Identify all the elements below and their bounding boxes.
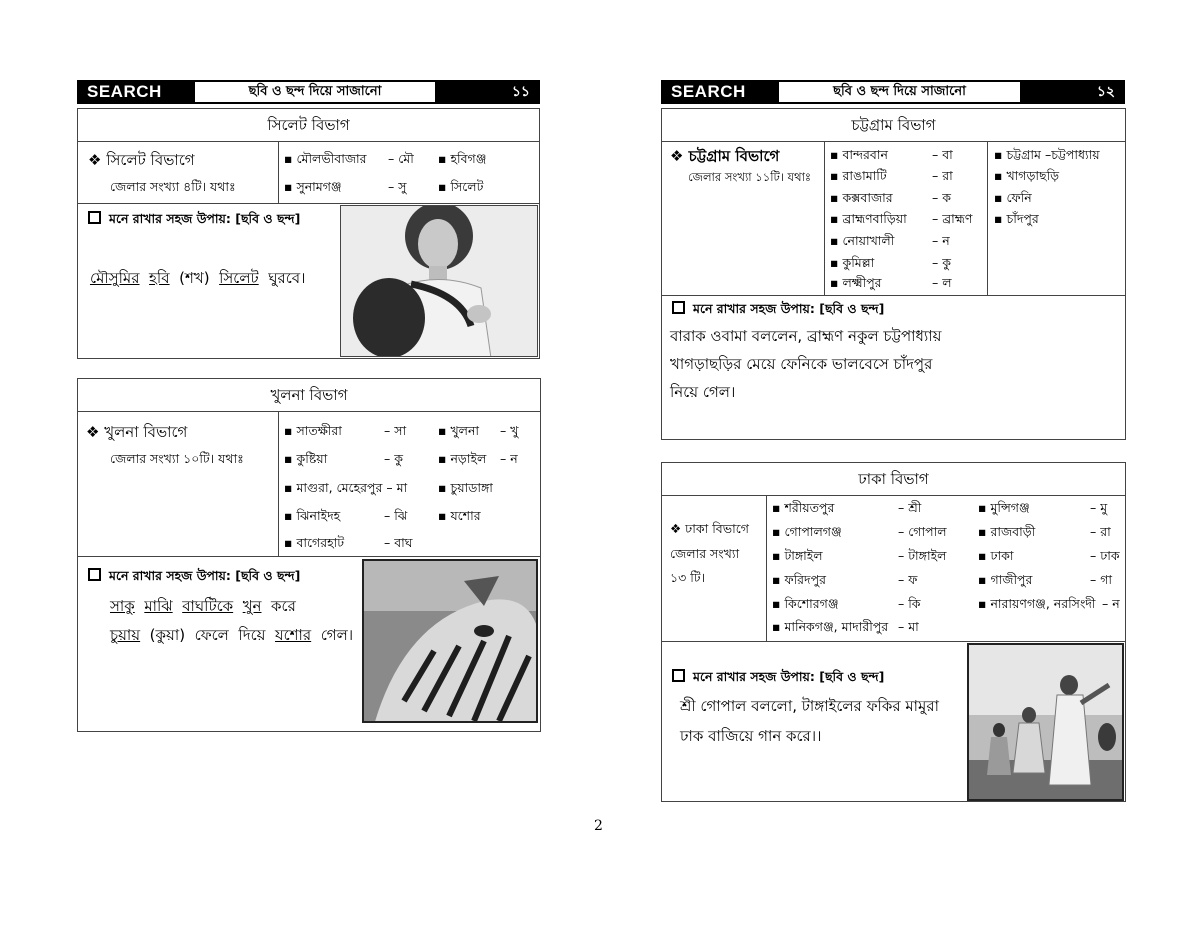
sylhet-count: জেলার সংখ্যা ৪টি। যথাঃ: [110, 179, 236, 194]
dhaka-section: [661, 462, 1126, 802]
district-code: – কু: [932, 255, 951, 270]
district-code: – ল: [932, 275, 952, 290]
district-item: ▪ বাগেরহাট: [284, 535, 345, 550]
dhaka-heading: ❖ ঢাকা বিভাগে: [670, 521, 749, 536]
checkbox-icon: [88, 568, 101, 581]
district-item: ▪ সিলেট: [438, 179, 484, 194]
district-item: ▪ রাজবাড়ী: [978, 524, 1036, 539]
tip-label: মনে রাখার সহজ উপায়: [ছবি ও ছন্দ]: [672, 301, 884, 321]
fakir-band-image: [967, 643, 1124, 801]
district-code: – শ্রী: [898, 500, 922, 515]
tip-label: মনে রাখার সহজ উপায়: [ছবি ও ছন্দ]: [88, 568, 300, 588]
district-code: – রা: [932, 168, 953, 183]
page-header-right: [661, 80, 1125, 104]
district-item: ▪ নোয়াখালী: [830, 233, 895, 248]
brand-label: SEARCH: [79, 82, 195, 102]
chattogram-mnemonic-line1: বারাক ওবামা বললেন, ব্রাহ্মণ নকুল চট্টপাধ্যায়: [670, 327, 942, 345]
district-item: ▪ মুন্সিগঞ্জ: [978, 500, 1030, 515]
chattogram-mnemonic-line2: খাগড়াছড়ির মেয়ে ফেনিকে ভালবেসে চাঁদপুর: [670, 355, 933, 373]
district-code: – কি: [898, 596, 921, 611]
district-item: ▪ কুষ্টিয়া: [284, 451, 328, 466]
district-item: ▪ ফেনি: [994, 190, 1032, 205]
khulna-mnemonic-line2: চুয়ায় (কুয়া) ফেলে দিয়ে যশোর গেল।: [110, 626, 354, 644]
district-code: – ন: [1102, 596, 1120, 611]
district-code: – মৌ: [388, 151, 414, 166]
sylhet-title: সিলেট বিভাগ: [78, 109, 539, 142]
sylhet-mnemonic: মৌসুমির হবি (শখ) সিলেট ঘুরবে।: [90, 269, 306, 287]
district-item: ▪ ফরিদপুর: [772, 572, 826, 587]
chattogram-heading: ❖ চট্টগ্রাম বিভাগে: [670, 147, 780, 165]
district-item: ▪ খাগড়াছড়ি: [994, 168, 1060, 183]
district-item: ▪ লক্ষ্মীপুর: [830, 275, 882, 290]
district-code: – ক: [932, 190, 951, 205]
district-item: ▪ যশোর: [438, 508, 481, 523]
district-item: ▪ নারায়ণগঞ্জ, নরসিংদী: [978, 596, 1096, 611]
tiger-image: [362, 559, 538, 723]
district-code: – ঝি: [384, 508, 408, 523]
district-code: – বাঘ: [384, 535, 413, 550]
checkbox-icon: [672, 301, 685, 314]
dhaka-title: ঢাকা বিভাগ: [662, 463, 1125, 496]
checkbox-icon: [672, 669, 685, 682]
district-code: – খু: [500, 423, 519, 438]
district-item: ▪ গাজীপুর: [978, 572, 1033, 587]
chattogram-count: জেলার সংখ্যা ১১টি। যথাঃ: [688, 170, 812, 184]
district-code: – সু: [388, 179, 407, 194]
district-item: ▪ ঢাকা: [978, 548, 1014, 563]
khulna-count: জেলার সংখ্যা ১০টি। যথাঃ: [110, 451, 244, 466]
khulna-title: খুলনা বিভাগ: [78, 379, 540, 412]
district-item: ▪ হবিগঞ্জ: [438, 151, 487, 166]
chattogram-mnemonic-line3: নিয়ে গেল।: [670, 383, 736, 401]
brand-label: SEARCH: [663, 82, 779, 102]
district-code: – রা: [1090, 524, 1111, 539]
district-code: – গোপাল: [898, 524, 947, 539]
dhaka-count: জেলার সংখ্যা: [670, 546, 740, 561]
page-number-left: ১১: [436, 82, 538, 102]
chattogram-section: [661, 108, 1126, 440]
district-code: – মা: [898, 619, 919, 634]
sylhet-section: [77, 108, 540, 359]
page-header-left: [77, 80, 540, 104]
district-item: ▪ বান্দরবান: [830, 147, 888, 162]
khulna-section: [77, 378, 541, 732]
district-item: ▪ চট্টগ্রাম –চট্টপাধ্যায়: [994, 147, 1100, 162]
district-code: – মু: [1090, 500, 1108, 515]
chattogram-title: চট্টগ্রাম বিভাগ: [662, 109, 1125, 142]
tip-label: মনে রাখার সহজ উপায়: [ছবি ও ছন্দ]: [672, 669, 884, 689]
district-item: ▪ চুয়াডাঙ্গা: [438, 480, 493, 495]
district-item: ▪ শরীয়তপুর: [772, 500, 835, 515]
district-code: – বা: [932, 147, 953, 162]
khulna-heading: ❖ খুলনা বিভাগে: [86, 423, 188, 441]
district-item: ▪ চাঁদপুর: [994, 211, 1039, 226]
sylhet-heading: ❖ সিলেট বিভাগে: [88, 151, 195, 169]
district-item: ▪ মৌলভীবাজার: [284, 151, 367, 166]
district-code: – ঢাক: [1090, 548, 1120, 563]
district-code: – ন: [932, 233, 950, 248]
district-code: – কু: [384, 451, 403, 466]
district-item: ▪ মানিকগঞ্জ, মাদারীপুর: [772, 619, 889, 634]
district-item: ▪ সুনামগঞ্জ: [284, 179, 342, 194]
district-item: ▪ কক্সবাজার: [830, 190, 893, 205]
khulna-mnemonic-line1: সাকু মাঝি বাঘটিকে খুন করে: [110, 597, 296, 615]
district-item: ▪ ব্রাহ্মণবাড়িয়া: [830, 211, 907, 226]
district-code: – ফ: [898, 572, 918, 587]
girl-backpack-image: [340, 205, 538, 357]
dhaka-mnemonic-line2: ঢাক বাজিয়ে গান করে।।: [680, 727, 822, 745]
header-title: ছবি ও ছন্দ দিয়ে সাজানো: [195, 82, 436, 102]
dhaka-mnemonic-line1: শ্রী গোপাল বললো, টাঙ্গাইলের ফকির মামুরা: [680, 697, 939, 715]
district-code: – গা: [1090, 572, 1113, 587]
dhaka-count-value: ১৩ টি।: [670, 570, 706, 585]
checkbox-icon: [88, 211, 101, 224]
district-item: ▪ রাঙামাটি: [830, 168, 887, 183]
district-code: – ব্রাহ্মণ: [932, 211, 973, 226]
district-item: ▪ সাতক্ষীরা: [284, 423, 342, 438]
district-item: ▪ টাঙ্গাইল: [772, 548, 823, 563]
district-item: ▪ কুমিল্লা: [830, 255, 875, 270]
page-footer-number: 2: [594, 818, 603, 834]
page-number-right: ১২: [1021, 82, 1123, 102]
district-item: ▪ কিশোরগঞ্জ: [772, 596, 839, 611]
district-item: ▪ ঝিনাইদহ: [284, 508, 341, 523]
district-item: ▪ খুলনা: [438, 423, 480, 438]
district-code: – ন: [500, 451, 518, 466]
district-item: ▪ মাগুরা, মেহেরপুর – মা: [284, 480, 408, 495]
district-item: ▪ নড়াইল: [438, 451, 487, 466]
district-code: – সা: [384, 423, 407, 438]
district-code: – টাঙ্গাইল: [898, 548, 947, 563]
header-title: ছবি ও ছন্দ দিয়ে সাজানো: [779, 82, 1021, 102]
district-item: ▪ গোপালগঞ্জ: [772, 524, 842, 539]
tip-label: মনে রাখার সহজ উপায়: [ছবি ও ছন্দ]: [88, 211, 300, 231]
